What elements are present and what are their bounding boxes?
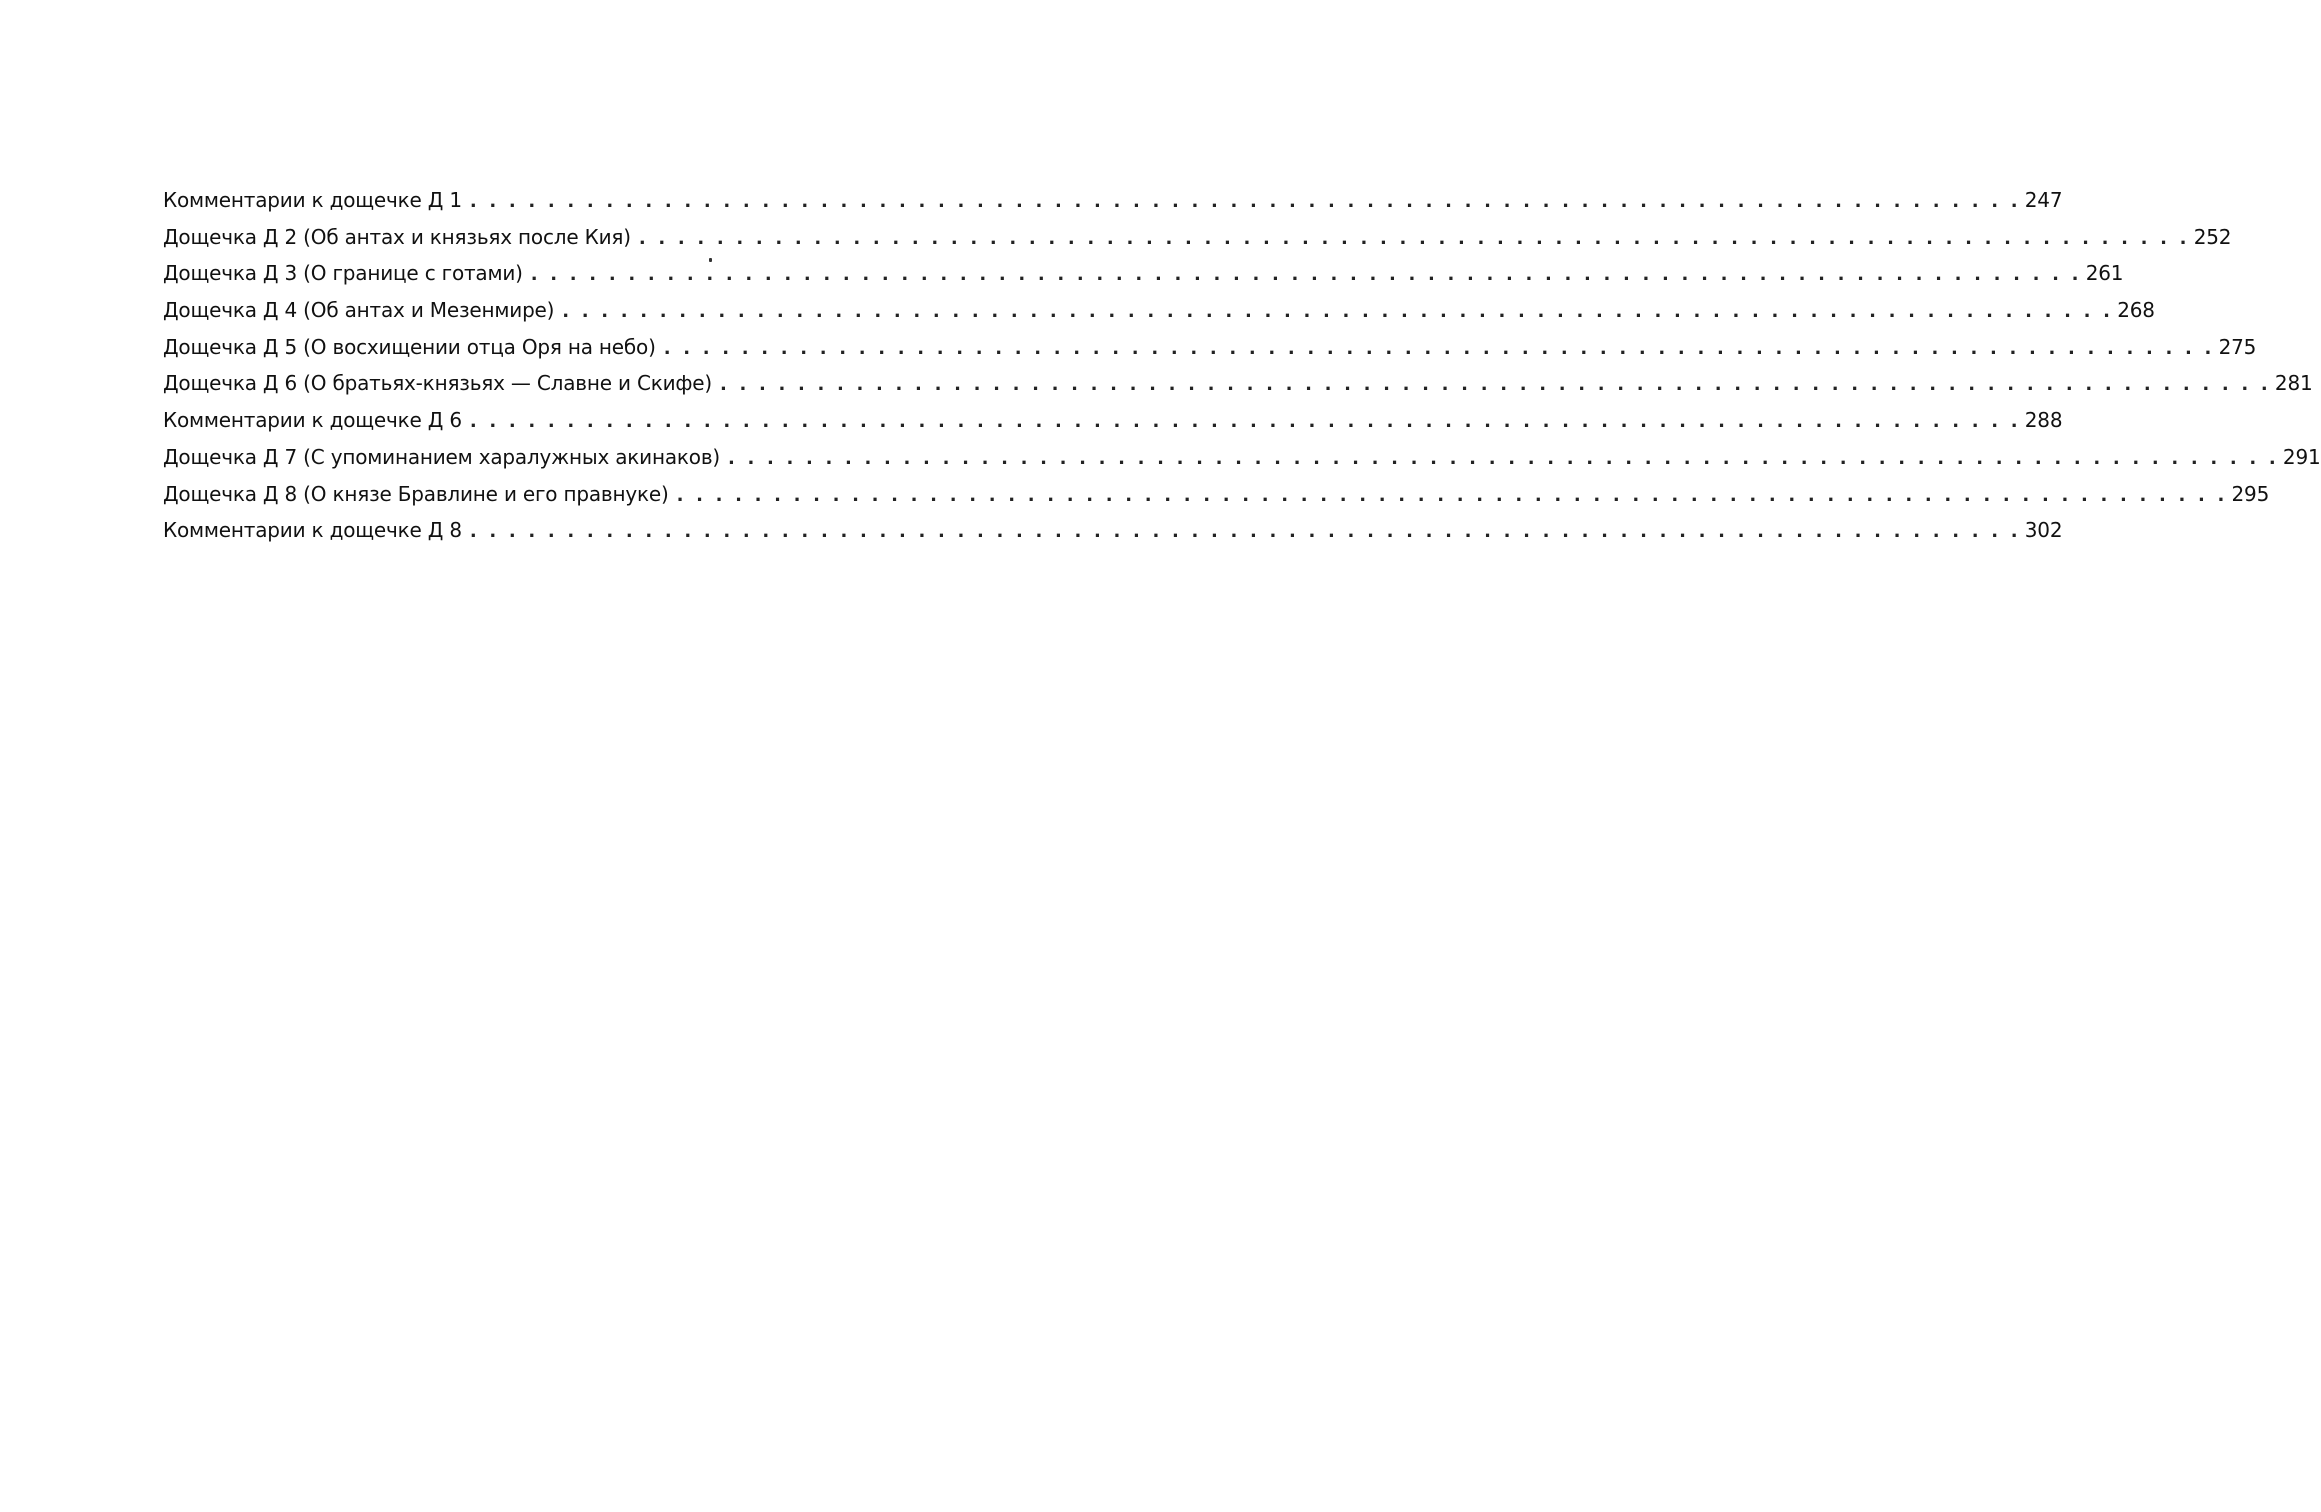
toc-entry[interactable] (163, 219, 2232, 256)
dot-leader: . . . . . . . . . . . . . . . . . . . . . . . . . . . . . . . . . . . . . . . . . . . . . . . . . . . . . . . . . . . . . . . . . . . . . . . . . . . . . . . . (663, 337, 2215, 359)
toc-entry-page: 261 (2085, 261, 2124, 286)
toc-entry-title: Комментарии к дощечке Д 8 (163, 518, 462, 543)
toc-entry-title: Комментарии к дощечке Д 1 (163, 188, 462, 212)
dot-leader: . . . . . . . . . . . . . . . . . . . . . . . . . . . . . . . . . . . . . . . . . . . . . . . . . . . . . . . . . . . . . . . . . . . . . . . . . . . . . . . . (469, 191, 2021, 212)
toc-entry-title: Дощечка Д 4 (Об антах и Мезенмире) (163, 298, 555, 323)
toc-entry-page: 295 (2231, 481, 2270, 506)
toc-entry[interactable] (163, 476, 2270, 513)
toc-entry-page: 252 (2193, 224, 2232, 249)
toc-entry[interactable] (163, 402, 2063, 439)
dot-leader: . . . . . . . . . . . . . . . . . . . . . . . . . . . . . . . . . . . . . . . . . . . . . . . . . . . . . . . . . . . . . . . . . . . . . . . . . . . . . . . . (638, 227, 2190, 249)
dot-leader: . . . . . . . . . . . . . . . . . . . . . . . . . . . . . . . . . . . . . . . . . . . . . . . . . . . . . . . . . . . . . . . . . . . . . . . . . . . . . . . . (530, 264, 2082, 286)
toc-entry-title: Дощечка Д 3 (О границе с готами) (163, 261, 523, 286)
toc-entry[interactable] (163, 439, 2321, 476)
toc-entry-title: Комментарии к дощечке Д 6 (163, 408, 462, 433)
dot-leader: . . . . . . . . . . . . . . . . . . . . . . . . . . . . . . . . . . . . . . . . . . . . . . . . . . . . . . . . . . . . . . . . . . . . . . . . . . . . . . . . (720, 374, 2271, 396)
toc-entry-page: 247 (2024, 188, 2063, 212)
toc-entry-title: Дощечка Д 6 (О братьях-князьях — Славне и Скифе) (163, 371, 713, 396)
toc-entry[interactable] (163, 255, 2124, 292)
toc-entry-page: 275 (2218, 334, 2257, 359)
dot-leader: . . . . . . . . . . . . . . . . . . . . . . . . . . . . . . . . . . . . . . . . . . . . . . . . . . . . . . . . . . . . . . . . . . . . . . . . . . . . . . . . (728, 447, 2279, 469)
toc-entry-title: Дощечка Д 8 (О князе Бравлине и его правнуке) (163, 481, 669, 506)
toc-entry-page: 281 (2274, 371, 2313, 396)
dot-leader: . . . . . . . . . . . . . . . . . . . . . . . . . . . . . . . . . . . . . . . . . . . . . . . . . . . . . . . . . . . . . . . . . . . . . . . . . . . . . . . . (469, 521, 2021, 543)
toc-entry[interactable] (163, 182, 2063, 219)
toc-entry[interactable] (163, 292, 2155, 329)
dot-leader: . . . . . . . . . . . . . . . . . . . . . . . . . . . . . . . . . . . . . . . . . . . . . . . . . . . . . . . . . . . . . . . . . . . . . . . . . . . . . . . . (469, 411, 2021, 433)
print-speck (709, 258, 712, 262)
toc-entry-page: 288 (2024, 408, 2063, 433)
toc-entry-title: Дощечка Д 7 (С упоминанием харалужных акинаков) (163, 444, 721, 469)
toc-entry-title: Дощечка Д 2 (Об антах и князьях после Кия) (163, 224, 631, 249)
dot-leader: . . . . . . . . . . . . . . . . . . . . . . . . . . . . . . . . . . . . . . . . . . . . . . . . . . . . . . . . . . . . . . . . . . . . . . . . . . . . . . . . (676, 484, 2228, 506)
toc-entry-page: 291 (2282, 444, 2321, 469)
dot-leader: . . . . . . . . . . . . . . . . . . . . . . . . . . . . . . . . . . . . . . . . . . . . . . . . . . . . . . . . . . . . . . . . . . . . . . . . . . . . . . . . (562, 301, 2114, 323)
toc-entry-title: Дощечка Д 5 (О восхищении отца Оря на небо) (163, 334, 656, 359)
toc-entry-page: 302 (2024, 518, 2063, 543)
toc-entry[interactable] (163, 329, 2257, 366)
toc-entry-page: 268 (2117, 298, 2155, 323)
table-of-contents (163, 182, 2321, 549)
toc-entry[interactable] (163, 512, 2063, 549)
toc-entry[interactable] (163, 365, 2313, 402)
